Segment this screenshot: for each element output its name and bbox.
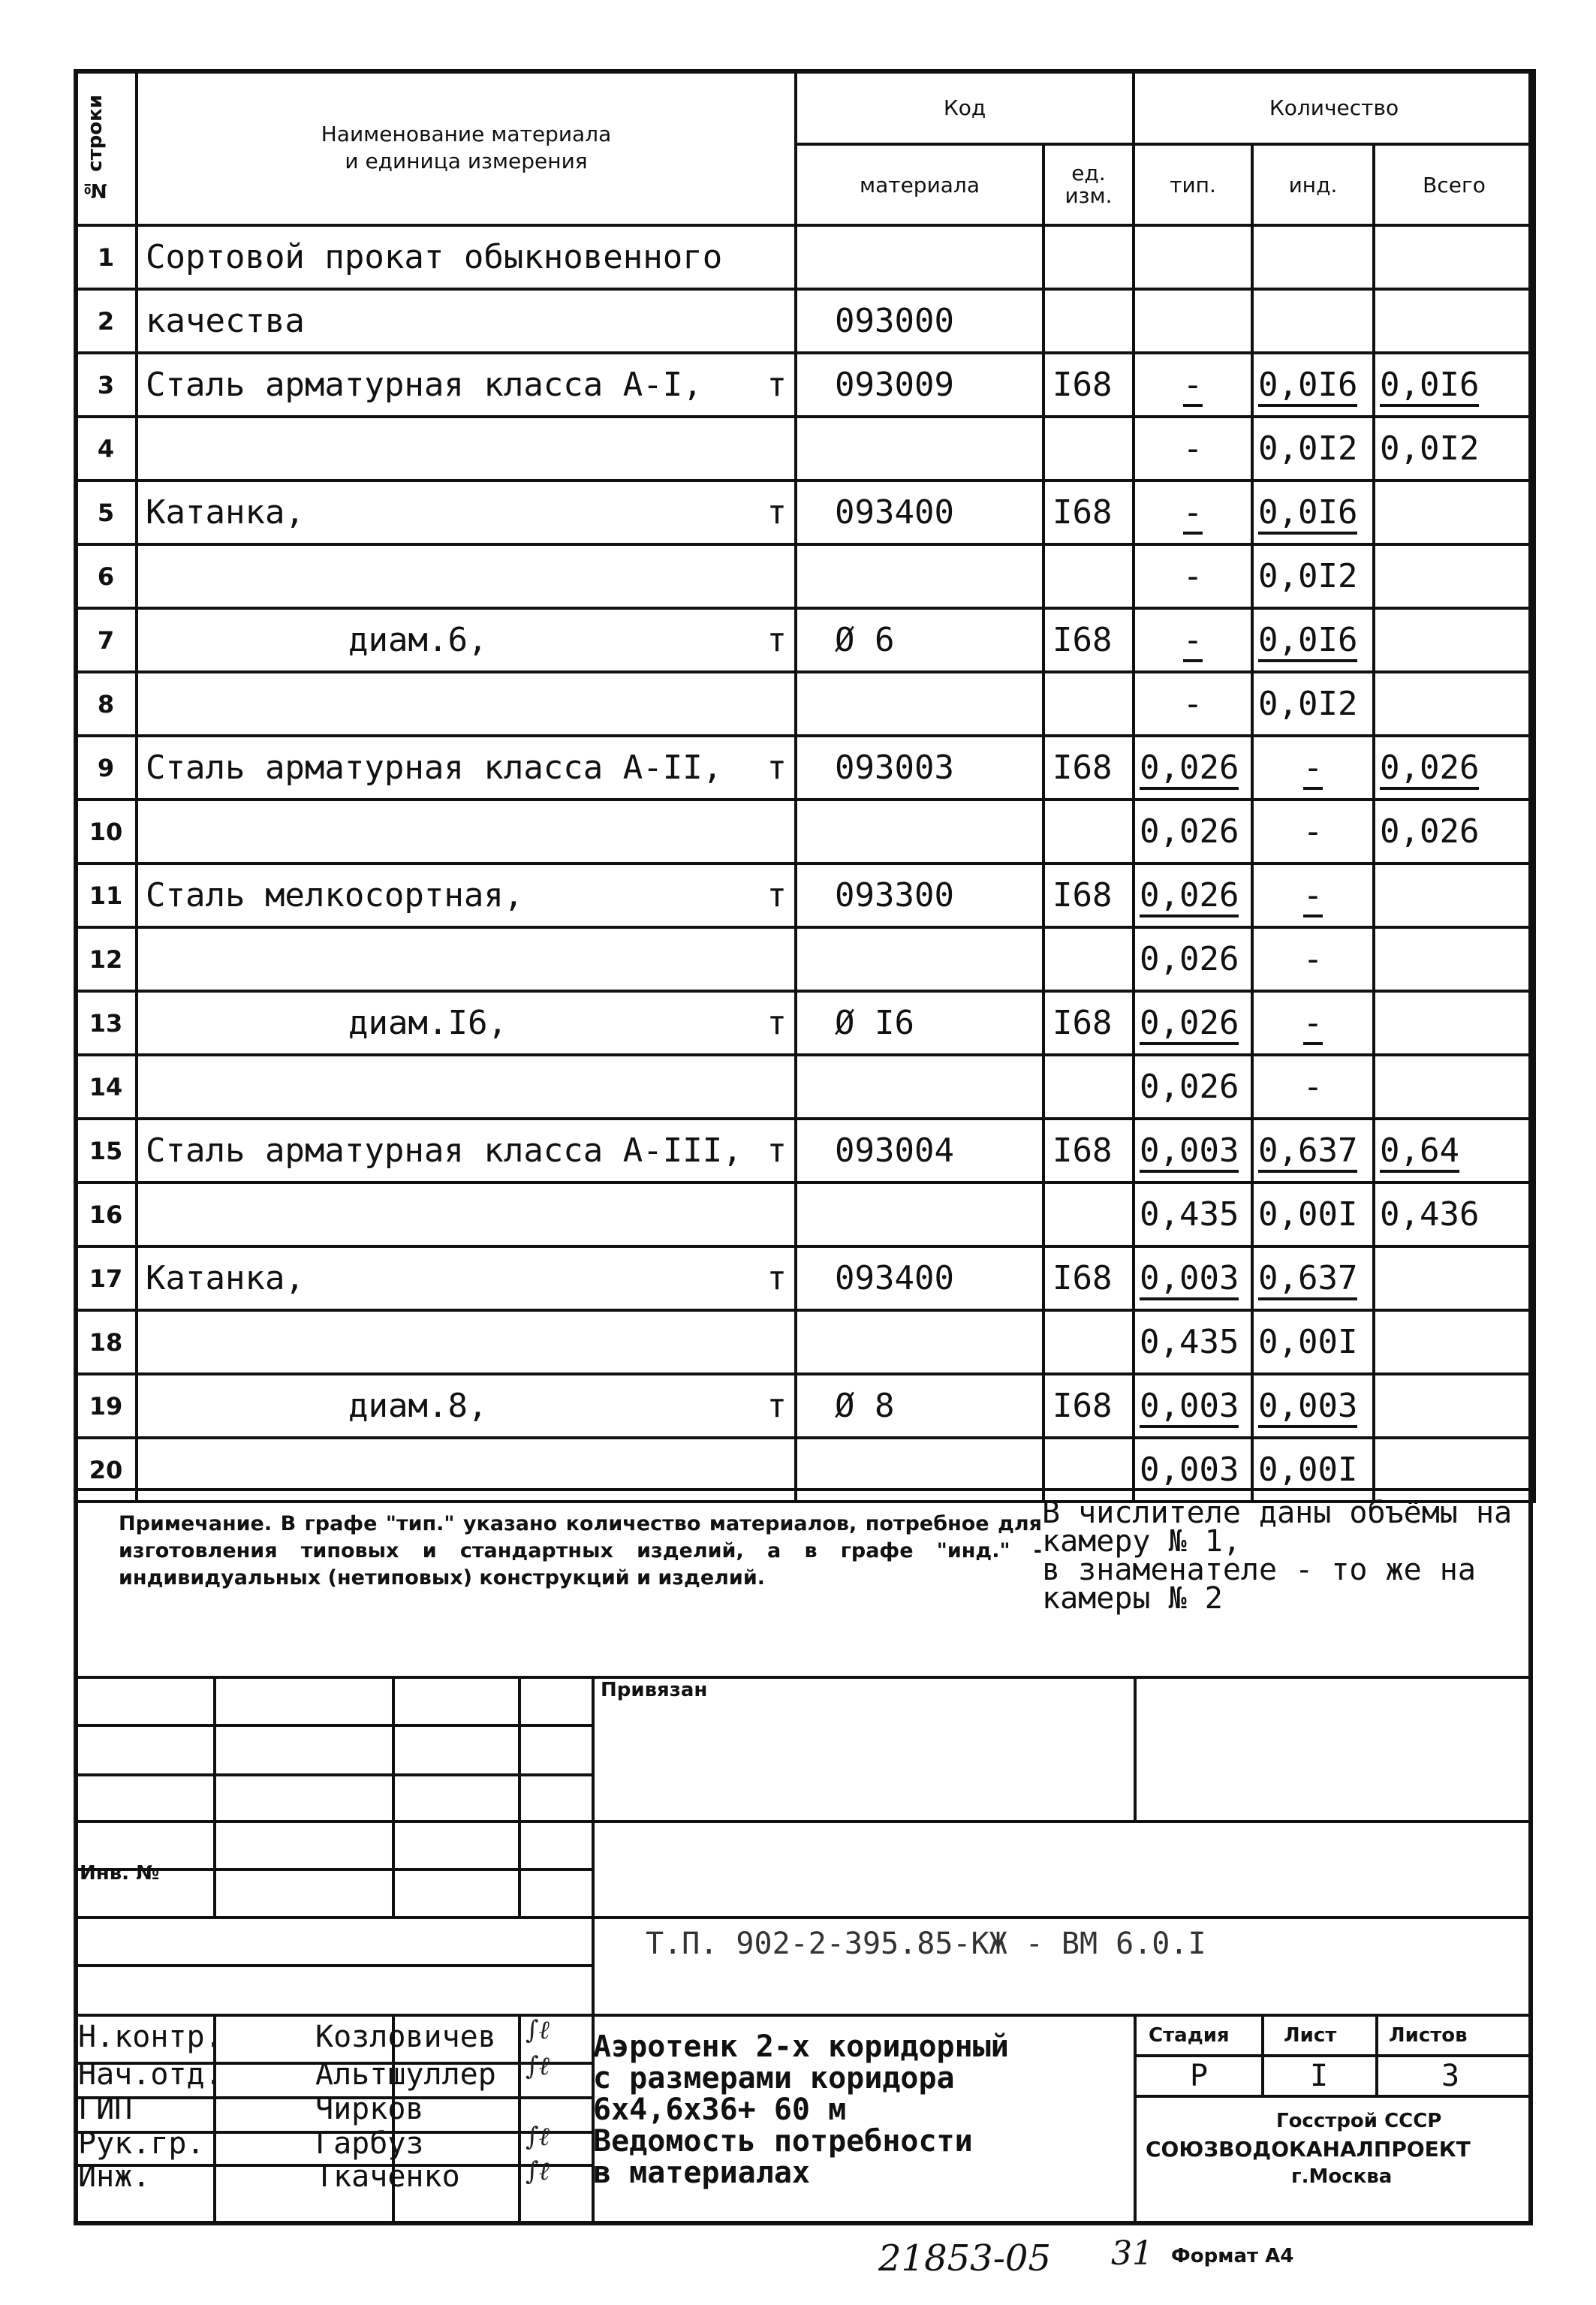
row-number — [75, 417, 137, 481]
material-name-text: Сталь арматурная класса А-II, — [146, 749, 723, 787]
material-unit: т — [766, 749, 787, 787]
unit-code-value: I68 — [1052, 876, 1113, 914]
table-row — [75, 353, 1534, 417]
qty-ind-value: 0,0I6 — [1258, 493, 1357, 535]
role-chief-engineer: ГИП — [78, 2092, 133, 2126]
material-code — [796, 353, 1043, 417]
qty-ind-value: 0,637 — [1258, 1259, 1357, 1300]
signature-1: ∫ℓ — [525, 2015, 550, 2045]
unit-code — [1043, 927, 1134, 991]
material-unit: т — [766, 621, 787, 659]
qty-total — [1374, 800, 1534, 863]
privyazan-label: Привязан — [601, 1679, 708, 1701]
material-code-value: 093004 — [835, 1131, 954, 1170]
material-name — [137, 1374, 796, 1438]
qty-total-value: 0,026 — [1380, 812, 1480, 851]
qty-typ-value: - — [1182, 685, 1203, 723]
table-row — [75, 1055, 1534, 1119]
qty-typ — [1134, 736, 1252, 800]
qty-typ — [1134, 1055, 1252, 1119]
qty-total — [1374, 417, 1534, 481]
unit-code-value: I68 — [1052, 1131, 1113, 1170]
name-group-lead: Гарбуз — [315, 2126, 424, 2161]
table-row — [75, 1119, 1534, 1183]
name-dept-head: Альтшуллер — [315, 2057, 496, 2092]
unit-code — [1043, 481, 1134, 544]
materials-table — [74, 69, 1536, 1503]
row-number-value: 7 — [97, 625, 115, 655]
material-name — [137, 927, 796, 991]
qty-ind-value: 0,637 — [1258, 1131, 1357, 1173]
qty-typ — [1134, 417, 1252, 481]
qty-total — [1374, 289, 1534, 353]
row-number — [75, 1119, 137, 1183]
row-number-value: 17 — [89, 1264, 123, 1293]
sheets-label: Листов — [1389, 2024, 1468, 2047]
signature-2: ∫ℓ — [525, 2051, 550, 2081]
material-code — [796, 1119, 1043, 1183]
page-number: 31 — [1111, 2234, 1153, 2273]
unit-code — [1043, 1055, 1134, 1119]
material-code-value: Ø 6 — [835, 621, 895, 659]
qty-typ — [1134, 991, 1252, 1055]
table-row — [75, 544, 1534, 608]
qty-ind — [1252, 800, 1374, 863]
stage-value: Р — [1190, 2059, 1209, 2093]
qty-ind — [1252, 1246, 1374, 1310]
qty-total-value: 0,026 — [1380, 749, 1479, 790]
qty-typ-value: - — [1182, 557, 1203, 595]
qty-ind — [1252, 1374, 1374, 1438]
header-total: Всего — [1374, 144, 1534, 225]
qty-ind-value: 0,00I — [1258, 1323, 1358, 1361]
table-row — [75, 481, 1534, 544]
qty-typ-value: 0,435 — [1140, 1195, 1239, 1234]
unit-code — [1043, 225, 1134, 289]
qty-total — [1374, 1310, 1534, 1374]
qty-ind — [1252, 481, 1374, 544]
material-name — [137, 1310, 796, 1374]
qty-typ-value: 0,026 — [1140, 1068, 1239, 1106]
qty-typ — [1134, 481, 1252, 544]
material-name — [137, 1055, 796, 1119]
row-number — [75, 481, 137, 544]
qty-total — [1374, 672, 1534, 736]
qty-ind — [1252, 1310, 1374, 1374]
material-name — [137, 417, 796, 481]
row-number-value: 19 — [89, 1391, 123, 1421]
qty-total — [1374, 736, 1534, 800]
qty-typ — [1134, 1119, 1252, 1183]
inventory-number-label: Инв. № — [80, 1862, 160, 1885]
material-code — [796, 1055, 1043, 1119]
qty-ind-value: - — [1302, 1068, 1323, 1106]
material-code — [796, 225, 1043, 289]
sheet-value: I — [1310, 2059, 1329, 2093]
row-number-value: 3 — [97, 370, 115, 399]
material-code — [796, 289, 1043, 353]
unit-code — [1043, 1246, 1134, 1310]
material-name-text: Катанка, — [146, 493, 305, 532]
qty-ind-value: - — [1303, 749, 1323, 790]
qty-typ — [1134, 608, 1252, 672]
role-norm-control: Н.контр. — [78, 2020, 223, 2054]
unit-code — [1043, 1310, 1134, 1374]
qty-typ — [1134, 289, 1252, 353]
qty-ind — [1252, 417, 1374, 481]
qty-typ — [1134, 927, 1252, 991]
material-code — [796, 800, 1043, 863]
table-row — [75, 608, 1534, 672]
row-number — [75, 289, 137, 353]
qty-typ-value: 0,435 — [1140, 1323, 1239, 1361]
material-name — [137, 544, 796, 608]
material-code-value: 093400 — [835, 493, 954, 532]
qty-typ-value: - — [1183, 493, 1203, 535]
qty-typ — [1134, 1310, 1252, 1374]
material-code — [796, 1310, 1043, 1374]
material-name-text: качества — [146, 302, 305, 340]
material-code — [796, 991, 1043, 1055]
qty-typ-value: 0,026 — [1140, 749, 1239, 790]
unit-code — [1043, 800, 1134, 863]
qty-typ-value: 0,026 — [1140, 1004, 1239, 1045]
material-name — [137, 991, 796, 1055]
table-row — [75, 225, 1534, 289]
qty-total-value: 0,436 — [1380, 1195, 1480, 1234]
row-number-value: 5 — [97, 498, 115, 527]
qty-ind — [1252, 863, 1374, 927]
row-number — [75, 1183, 137, 1246]
note-text: Примечание. В графе "тип." указано количество материалов, потребное для изготовления типовых и стандартных изделий, а в графе "инд." - индивидуальных (нетиповых) конструкций и изделий. — [119, 1512, 1042, 1589]
row-number — [75, 800, 137, 863]
qty-ind — [1252, 608, 1374, 672]
material-name-text: диам.I6, — [348, 1004, 507, 1042]
material-unit: т — [766, 1131, 787, 1170]
row-number — [75, 1374, 137, 1438]
table-row — [75, 1374, 1534, 1438]
role-group-lead: Рук.гр. — [78, 2126, 205, 2161]
table-row — [75, 417, 1534, 481]
qty-ind-value: - — [1302, 940, 1323, 978]
unit-code — [1043, 863, 1134, 927]
material-name-text: диам.6, — [348, 621, 488, 659]
row-number — [75, 991, 137, 1055]
material-unit: т — [766, 1004, 787, 1042]
unit-code — [1043, 1119, 1134, 1183]
material-name-text: Катанка, — [146, 1259, 305, 1297]
qty-typ-value: 0,003 — [1140, 1131, 1239, 1173]
qty-typ-value: 0,026 — [1140, 812, 1239, 851]
qty-ind-value: 0,0I2 — [1258, 685, 1358, 723]
qty-typ-value: 0,003 — [1140, 1387, 1239, 1428]
header-material-name: Наименование материала и единица измерения — [137, 71, 796, 225]
header-unit-measure: ед. изм. — [1043, 144, 1134, 225]
unit-code — [1043, 1374, 1134, 1438]
material-code — [796, 481, 1043, 544]
row-number — [75, 1246, 137, 1310]
row-number — [75, 608, 137, 672]
table-row — [75, 1183, 1534, 1246]
material-name-text: Сталь арматурная класса А-III, — [146, 1131, 742, 1170]
qty-ind — [1252, 225, 1374, 289]
table-row — [75, 1310, 1534, 1374]
unit-code-value: I68 — [1052, 749, 1113, 787]
row-number-value: 12 — [89, 945, 123, 974]
table-row — [75, 927, 1534, 991]
qty-typ — [1134, 544, 1252, 608]
material-code — [796, 417, 1043, 481]
table-row — [75, 863, 1534, 927]
unit-code-value: I68 — [1052, 1259, 1113, 1297]
header-code: Код — [796, 71, 1134, 144]
row-number — [75, 1055, 137, 1119]
qty-total-value: 0,64 — [1380, 1131, 1459, 1173]
material-name-text: Сортовой прокат обыкновенного — [146, 238, 723, 276]
row-number-value: 6 — [97, 562, 115, 591]
qty-total-value: 0,0I6 — [1380, 366, 1479, 407]
table-row — [75, 736, 1534, 800]
qty-total — [1374, 225, 1534, 289]
unit-code — [1043, 1183, 1134, 1246]
role-engineer: Инж. — [78, 2159, 151, 2194]
qty-typ-value: 0,026 — [1140, 940, 1239, 978]
unit-code — [1043, 991, 1134, 1055]
material-unit: т — [766, 1387, 787, 1425]
header-ind: инд. — [1252, 144, 1374, 225]
name-chief-engineer: Чирков — [315, 2092, 424, 2126]
qty-typ — [1134, 353, 1252, 417]
qty-typ-value: 0,003 — [1140, 1451, 1239, 1489]
material-name — [137, 1119, 796, 1183]
material-name-text: диам.8, — [348, 1387, 488, 1425]
qty-ind — [1252, 1055, 1374, 1119]
qty-typ-value: 0,003 — [1140, 1259, 1239, 1300]
unit-code-value: I68 — [1052, 493, 1113, 532]
drawing-title: Аэротенк 2-х коридорный с размерами коридора 6х4,6х36+ 60 м Ведомость потребности в материалах — [593, 2029, 1009, 2190]
qty-ind-value: 0,0I6 — [1258, 366, 1357, 407]
organization-line-1: Госстрой СССР — [1276, 2110, 1442, 2132]
qty-typ-value: - — [1182, 429, 1203, 468]
header-quantity: Количество — [1134, 71, 1534, 144]
qty-typ — [1134, 863, 1252, 927]
qty-typ — [1134, 1246, 1252, 1310]
material-code — [796, 863, 1043, 927]
material-name — [137, 672, 796, 736]
unit-code — [1043, 544, 1134, 608]
qty-ind-value: - — [1302, 812, 1323, 851]
qty-total — [1374, 1055, 1534, 1119]
material-code — [796, 736, 1043, 800]
row-number-value: 1 — [97, 243, 115, 272]
qty-typ — [1134, 672, 1252, 736]
material-code-value: Ø I6 — [835, 1004, 914, 1042]
qty-total — [1374, 353, 1534, 417]
unit-code — [1043, 417, 1134, 481]
material-code — [796, 672, 1043, 736]
qty-total — [1374, 1246, 1534, 1310]
unit-code — [1043, 353, 1134, 417]
material-code — [796, 608, 1043, 672]
organization-line-3: г.Москва — [1291, 2165, 1393, 2188]
qty-ind-value: 0,0I2 — [1258, 429, 1358, 468]
material-unit: т — [766, 493, 787, 532]
unit-code-value: I68 — [1052, 1387, 1113, 1425]
qty-ind — [1252, 672, 1374, 736]
qty-total — [1374, 863, 1534, 927]
material-code — [796, 1374, 1043, 1438]
row-number — [75, 863, 137, 927]
row-number — [75, 353, 137, 417]
material-code-value: Ø 8 — [835, 1387, 895, 1425]
row-number-value: 4 — [97, 434, 115, 463]
qty-ind — [1252, 1183, 1374, 1246]
unit-code — [1043, 608, 1134, 672]
qty-ind — [1252, 353, 1374, 417]
qty-ind-value: 0,00I — [1258, 1451, 1358, 1489]
row-number-value: 16 — [89, 1200, 123, 1229]
qty-ind-value: - — [1303, 1004, 1323, 1045]
row-number — [75, 672, 137, 736]
material-code — [796, 927, 1043, 991]
row-number-value: 8 — [97, 689, 115, 719]
material-name — [137, 863, 796, 927]
paper-format: Формат А4 — [1171, 2245, 1294, 2267]
header-row-number: № строки — [75, 71, 137, 225]
material-name — [137, 225, 796, 289]
name-engineer: Ткаченко — [315, 2159, 460, 2194]
qty-ind-value: 0,00I — [1258, 1195, 1358, 1234]
row-number — [75, 927, 137, 991]
name-norm-control: Козловичев — [315, 2020, 496, 2054]
row-number-value: 14 — [89, 1072, 123, 1101]
unit-code-value: I68 — [1052, 621, 1113, 659]
qty-typ-value: 0,026 — [1140, 876, 1239, 917]
header-typ: тип. — [1134, 144, 1252, 225]
organization-line-2: СОЮЗВОДОКАНАЛПРОЕКТ — [1146, 2137, 1471, 2162]
table-row — [75, 800, 1534, 863]
qty-ind-value: 0,003 — [1258, 1387, 1357, 1428]
qty-typ-value: - — [1183, 621, 1203, 662]
unit-code-value: I68 — [1052, 1004, 1113, 1042]
material-unit: т — [766, 1259, 787, 1297]
qty-typ — [1134, 1374, 1252, 1438]
material-unit: т — [766, 366, 787, 404]
material-name — [137, 736, 796, 800]
table-row — [75, 672, 1534, 736]
row-number-value: 13 — [89, 1008, 123, 1038]
qty-total — [1374, 544, 1534, 608]
row-number-value: 18 — [89, 1327, 123, 1357]
row-number — [75, 736, 137, 800]
row-number — [75, 544, 137, 608]
material-code-value: 093300 — [835, 876, 954, 914]
qty-ind — [1252, 289, 1374, 353]
qty-ind-value: - — [1303, 876, 1323, 917]
signature-5: ∫ℓ — [525, 2156, 550, 2186]
material-code-value: 093000 — [835, 302, 954, 340]
qty-total — [1374, 1119, 1534, 1183]
material-name-text: Сталь арматурная класса А-I, — [146, 366, 703, 404]
material-name — [137, 1183, 796, 1246]
row-number — [75, 225, 137, 289]
material-code-value: 093009 — [835, 366, 954, 404]
qty-typ-value: - — [1183, 366, 1203, 407]
material-name — [137, 353, 796, 417]
row-number-value: 10 — [89, 817, 123, 846]
material-code — [796, 1183, 1043, 1246]
header-code-material: материала — [796, 144, 1043, 225]
unit-code — [1043, 289, 1134, 353]
qty-total — [1374, 1183, 1534, 1246]
material-code — [796, 544, 1043, 608]
note-numerator-denominator: В числителе даны объёмы на камеру № 1, в знаменателе - то же на камеры № 2 — [1042, 1496, 1513, 1616]
table-row — [75, 991, 1534, 1055]
row-number-value: 2 — [97, 306, 115, 336]
qty-typ — [1134, 225, 1252, 289]
material-name — [137, 1246, 796, 1310]
qty-ind — [1252, 991, 1374, 1055]
material-name — [137, 608, 796, 672]
material-code — [796, 1246, 1043, 1310]
qty-ind-value: 0,0I2 — [1258, 557, 1358, 595]
row-number-value: 20 — [89, 1455, 123, 1484]
sheets-value: 3 — [1441, 2059, 1460, 2093]
material-name — [137, 481, 796, 544]
stage-label: Стадия — [1149, 2024, 1230, 2047]
note-section — [74, 1488, 1533, 1676]
qty-ind — [1252, 1119, 1374, 1183]
qty-total-value: 0,0I2 — [1380, 429, 1480, 468]
sheet-label: Лист — [1284, 2024, 1337, 2047]
material-name-text: Сталь мелкосортная, — [146, 876, 524, 914]
qty-total — [1374, 1374, 1534, 1438]
unit-code — [1043, 736, 1134, 800]
qty-total — [1374, 481, 1534, 544]
unit-code-value: I68 — [1052, 366, 1113, 404]
unit-code — [1043, 672, 1134, 736]
material-unit: т — [766, 876, 787, 914]
qty-typ — [1134, 800, 1252, 863]
qty-ind — [1252, 927, 1374, 991]
archive-number: 21853-05 — [878, 2237, 1051, 2279]
qty-total — [1374, 991, 1534, 1055]
qty-total — [1374, 608, 1534, 672]
material-code-value: 093400 — [835, 1259, 954, 1297]
role-dept-head: Нач.отд. — [78, 2057, 223, 2092]
table-row — [75, 1246, 1534, 1310]
qty-ind-value: 0,0I6 — [1258, 621, 1357, 662]
qty-total — [1374, 927, 1534, 991]
row-number-value: 11 — [89, 881, 123, 910]
signature-4: ∫ℓ — [525, 2122, 550, 2152]
row-number-value: 9 — [97, 753, 115, 782]
material-code-value: 093003 — [835, 749, 954, 787]
qty-ind — [1252, 544, 1374, 608]
table-row — [75, 289, 1534, 353]
row-number-value: 15 — [89, 1136, 123, 1165]
row-number — [75, 1310, 137, 1374]
material-name — [137, 289, 796, 353]
document-code: Т.П. 902-2-395.85-КЖ - ВМ 6.0.I — [646, 1927, 1206, 1961]
qty-typ — [1134, 1183, 1252, 1246]
material-name — [137, 800, 796, 863]
qty-ind — [1252, 736, 1374, 800]
